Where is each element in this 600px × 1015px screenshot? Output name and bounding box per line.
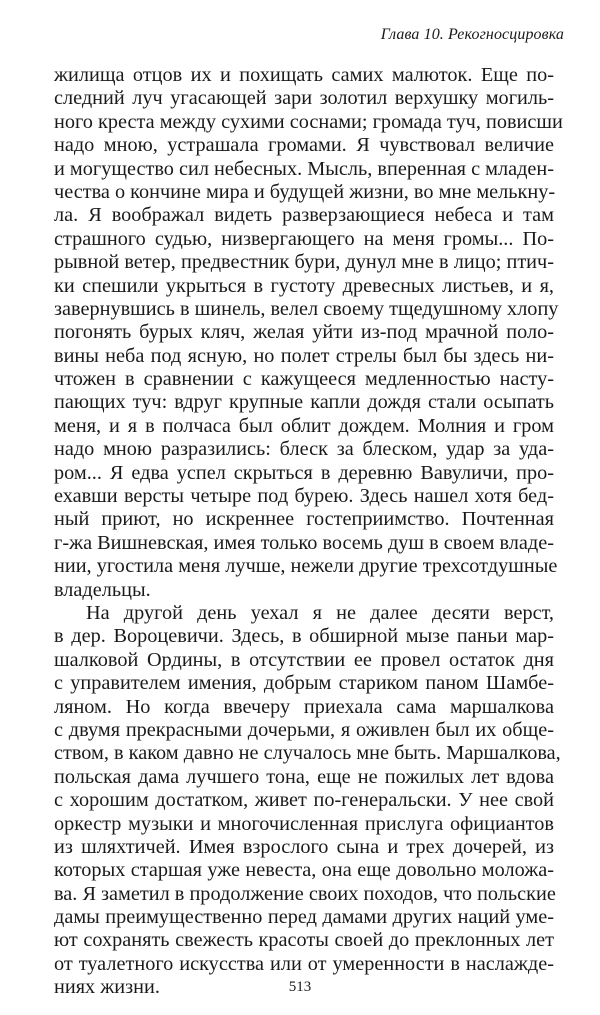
text-line: вины неба под ясную, но полет стрелы был бы здесь ни- [54,344,554,367]
text-line: завернувшись в шинель, велел своему тщедушному хлопу [54,297,559,320]
paragraph [54,64,563,602]
text-line: с хорошим достатком, живет по-генеральски. У нее свой [54,789,554,812]
text-line: чества о кончине мира и будущей жизни, во мне мелькну- [54,180,556,203]
text-line: ный приют, но искреннее гостеприимство. Почтенная [54,508,554,531]
text-line: ром... Я едва успел скрыться в деревню Вавуличи, про- [54,461,554,484]
text-line: из шляхтичей. Имея взрослого сына и трех дочерей, из [54,835,554,858]
text-line: с двумя прекрасными дочерьми, я оживлен был их обще- [54,718,554,741]
text-line: в дер. Вороцевичи. Здесь, в обширной мызе паньи мар- [54,625,554,648]
text-line: владельцы. [54,578,151,601]
text-line: г-жа Вишневская, имея только восемь душ в своем владе- [54,531,554,554]
text-line: ниях жизни. [54,976,160,999]
text-line: оркестр музыки и многочисленная прислуга официантов [54,812,554,835]
text-line: ла. Я воображал видеть разверзающиеся небеса и там [54,204,554,227]
running-header: Глава 10. Рекогносцировка [380,26,564,43]
text-line: погонять бурых кляч, желая уйти из-под мрачной поло- [54,321,554,344]
text-line: ляном. Но когда ввечеру приехала сама маршалкова [54,695,554,718]
text-line: рывной ветер, предвестник бури, дунул мне в лицо; птич- [54,251,554,274]
page-number: 513 [288,979,312,995]
text-line: надо мною, устрашала громами. Я чувствовал величие [54,134,554,157]
text-line: шалковой Ордины, в отсутствии ее провел остаток дня [54,648,554,671]
text-line: польская дама лучшего тона, еще не пожилых лет вдова [54,765,554,788]
text-line: ки спешили укрыться в густоту древесных листьев, и я, [54,274,554,297]
text-line: ют сохранять свежесть красоты своей до преклонных лет [54,929,554,952]
text-line: На другой день уехал я не далее десяти верст, [86,601,554,624]
text-line: и могущество сил небесных. Мысль, впеpенная с младен- [54,157,555,180]
text-line: пающих туч: вдруг крупные капли дождя стали осыпать [54,391,554,414]
text-line: от туалетного искусства или от умеренности в наслажде- [54,952,554,975]
text-line: ством, в каком давно не случалось мне быть. Маршалкова, [54,742,561,765]
body-text [54,64,563,1000]
text-line: нии, угостила меня лучше, нежели другие трехсотдушные [54,555,558,578]
text-line: надо мною разразились: блеск за блеском, удар за уда- [54,438,554,461]
text-line: дамы преимущественно перед дамами других наций уме- [54,906,554,929]
text-line: страшного судью, низвергающего на меня громы... По- [54,227,554,250]
text-line: с управителем имения, добрым стариком паном Шамбе- [54,672,554,695]
text-line: чтожен в сравнении с кажущееся медленностью насту- [54,368,554,391]
text-line: ного креста между сухими соснами; громада туч, повисши [54,110,563,133]
text-line: следний луч угасающей зари золотил верхушку могиль- [54,87,554,110]
text-line: меня, и я в полчаса был облит дождем. Молния и гром [54,414,554,437]
paragraph [54,601,561,1000]
text-line: которых старшая уже невеста, она еще довольно моложа- [54,859,554,882]
text-line: ва. Я заметил в продолжение своих походов, что польские [54,882,556,905]
text-line: жилища отцов их и похищать самих малюток. Еще по- [54,64,554,86]
text-line: ехавши версты четыре под бурею. Здесь нашел хотя бед- [54,485,554,508]
